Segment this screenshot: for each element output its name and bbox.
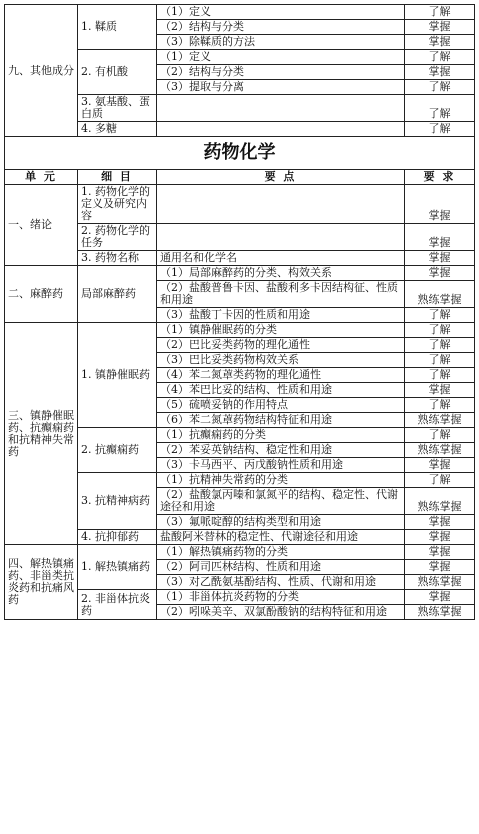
requirement-cell: 了解 bbox=[405, 368, 475, 383]
unit-cell: 三、镇静催眠药、抗癫痫药和抗精神失常药 bbox=[5, 323, 78, 545]
point-cell: （1）局部麻醉药的分类、构效关系 bbox=[157, 266, 405, 281]
point-cell: （1）定义 bbox=[157, 5, 405, 20]
header-points: 要 点 bbox=[157, 170, 405, 185]
unit-cell: 四、解热镇痛药、非甾类抗炎药和抗痛风药 bbox=[5, 545, 78, 620]
requirement-cell: 熟练掌握 bbox=[405, 413, 475, 428]
point-cell: （1）镇静催眠药的分类 bbox=[157, 323, 405, 338]
requirement-cell: 了解 bbox=[405, 428, 475, 443]
header-unit: 单 元 bbox=[5, 170, 78, 185]
point-cell: 通用名和化学名 bbox=[157, 251, 405, 266]
section-title: 药物化学 bbox=[5, 137, 475, 170]
point-cell: （3）盐酸丁卡因的性质和用途 bbox=[157, 308, 405, 323]
requirement-cell: 掌握 bbox=[405, 458, 475, 473]
requirement-cell: 掌握 bbox=[405, 383, 475, 398]
requirement-cell: 掌握 bbox=[405, 266, 475, 281]
requirement-cell: 了解 bbox=[405, 50, 475, 65]
point-cell: （3）氟哌啶醇的结构类型和用途 bbox=[157, 515, 405, 530]
unit-cell: 九、其他成分 bbox=[5, 5, 78, 137]
requirement-cell: 了解 bbox=[405, 338, 475, 353]
point-cell: （2）巴比妥类药物的理化通性 bbox=[157, 338, 405, 353]
subject-cell: 1. 药物化学的定义及研究内容 bbox=[78, 185, 157, 224]
table-row bbox=[5, 185, 475, 224]
subject-cell: 3. 氨基酸、蛋白质 bbox=[78, 95, 157, 122]
section-title-block bbox=[5, 137, 475, 185]
table-row bbox=[5, 266, 475, 281]
header-row bbox=[5, 170, 475, 185]
table-row bbox=[5, 545, 475, 560]
table-row bbox=[5, 5, 475, 20]
requirement-cell: 了解 bbox=[405, 308, 475, 323]
point-cell: （3）对乙酰氨基酚结构、性质、代谢和用途 bbox=[157, 575, 405, 590]
requirement-cell: 了解 bbox=[405, 353, 475, 368]
requirement-cell: 掌握 bbox=[405, 560, 475, 575]
point-cell: （2）结构与分类 bbox=[157, 20, 405, 35]
subject-cell: 3. 药物名称 bbox=[78, 251, 157, 266]
document-page bbox=[4, 4, 474, 620]
subject-cell: 4. 多糖 bbox=[78, 122, 157, 137]
subject-cell: 2. 有机酸 bbox=[78, 50, 157, 95]
subject-cell: 4. 抗抑郁药 bbox=[78, 530, 157, 545]
point-cell: （1）解热镇痛药物的分类 bbox=[157, 545, 405, 560]
point-cell: （2）结构与分类 bbox=[157, 65, 405, 80]
point-cell: （2）盐酸普鲁卡因、盐酸利多卡因结构征、性质和用途 bbox=[157, 281, 405, 308]
requirement-cell: 了解 bbox=[405, 473, 475, 488]
requirement-cell: 掌握 bbox=[405, 35, 475, 50]
requirement-cell: 掌握 bbox=[405, 530, 475, 545]
requirement-cell: 掌握 bbox=[405, 515, 475, 530]
point-cell: （1）抗癫痫药的分类 bbox=[157, 428, 405, 443]
point-cell bbox=[157, 95, 405, 122]
point-cell: （4）苯二氮䓬类药物的理化通性 bbox=[157, 368, 405, 383]
header-requirement: 要 求 bbox=[405, 170, 475, 185]
subject-cell: 局部麻醉药 bbox=[78, 266, 157, 323]
requirement-cell: 熟练掌握 bbox=[405, 605, 475, 620]
requirement-cell: 掌握 bbox=[405, 251, 475, 266]
subject-cell: 2. 抗癫痫药 bbox=[78, 428, 157, 473]
requirement-cell: 掌握 bbox=[405, 20, 475, 35]
top-section bbox=[5, 5, 475, 137]
requirement-cell: 掌握 bbox=[405, 224, 475, 251]
unit-cell: 二、麻醉药 bbox=[5, 266, 78, 323]
point-cell bbox=[157, 224, 405, 251]
requirement-cell: 熟练掌握 bbox=[405, 488, 475, 515]
requirement-cell: 了解 bbox=[405, 398, 475, 413]
subject-cell: 2. 非甾体抗炎药 bbox=[78, 590, 157, 620]
subject-cell: 2. 药物化学的任务 bbox=[78, 224, 157, 251]
subject-cell: 3. 抗精神病药 bbox=[78, 473, 157, 530]
header-subject: 细 目 bbox=[78, 170, 157, 185]
requirement-cell: 掌握 bbox=[405, 590, 475, 605]
requirement-cell: 掌握 bbox=[405, 65, 475, 80]
syllabus-table bbox=[4, 4, 475, 620]
point-cell: （2）阿司匹林结构、性质和用途 bbox=[157, 560, 405, 575]
requirement-cell: 熟练掌握 bbox=[405, 443, 475, 458]
point-cell: （6）苯二氮䓬药物结构特征和用途 bbox=[157, 413, 405, 428]
point-cell: （5）硫喷妥钠的作用特点 bbox=[157, 398, 405, 413]
subject-cell: 1. 解热镇痛药 bbox=[78, 545, 157, 590]
unit-cell: 一、绪论 bbox=[5, 185, 78, 266]
point-cell: （3）卡马西平、丙戊酸钠性质和用途 bbox=[157, 458, 405, 473]
requirement-cell: 了解 bbox=[405, 122, 475, 137]
requirement-cell: 了解 bbox=[405, 323, 475, 338]
point-cell: （2）盐酸氯丙嗪和氯氮平的结构、稳定性、代谢途径和用途 bbox=[157, 488, 405, 515]
point-cell: （1）非甾体抗炎药物的分类 bbox=[157, 590, 405, 605]
point-cell: （2）苯妥英钠结构、稳定性和用途 bbox=[157, 443, 405, 458]
requirement-cell: 了解 bbox=[405, 95, 475, 122]
requirement-cell: 掌握 bbox=[405, 185, 475, 224]
subject-cell: 1. 镇静催眠药 bbox=[78, 323, 157, 428]
point-cell: （4）苯巴比妥的结构、性质和用途 bbox=[157, 383, 405, 398]
requirement-cell: 熟练掌握 bbox=[405, 575, 475, 590]
point-cell: 盐酸阿米替林的稳定性、代谢途径和用途 bbox=[157, 530, 405, 545]
point-cell: （1）定义 bbox=[157, 50, 405, 65]
point-cell: （3）提取与分离 bbox=[157, 80, 405, 95]
requirement-cell: 了解 bbox=[405, 80, 475, 95]
subject-cell: 1. 鞣质 bbox=[78, 5, 157, 50]
point-cell bbox=[157, 122, 405, 137]
point-cell bbox=[157, 185, 405, 224]
point-cell: （2）吲哚美辛、双氯酚酸钠的结构特征和用途 bbox=[157, 605, 405, 620]
main-section bbox=[5, 185, 475, 620]
point-cell: （1）抗精神失常药的分类 bbox=[157, 473, 405, 488]
point-cell: （3）除鞣质的方法 bbox=[157, 35, 405, 50]
point-cell: （3）巴比妥类药物构效关系 bbox=[157, 353, 405, 368]
requirement-cell: 熟练掌握 bbox=[405, 281, 475, 308]
requirement-cell: 掌握 bbox=[405, 545, 475, 560]
requirement-cell: 了解 bbox=[405, 5, 475, 20]
table-row bbox=[5, 323, 475, 338]
